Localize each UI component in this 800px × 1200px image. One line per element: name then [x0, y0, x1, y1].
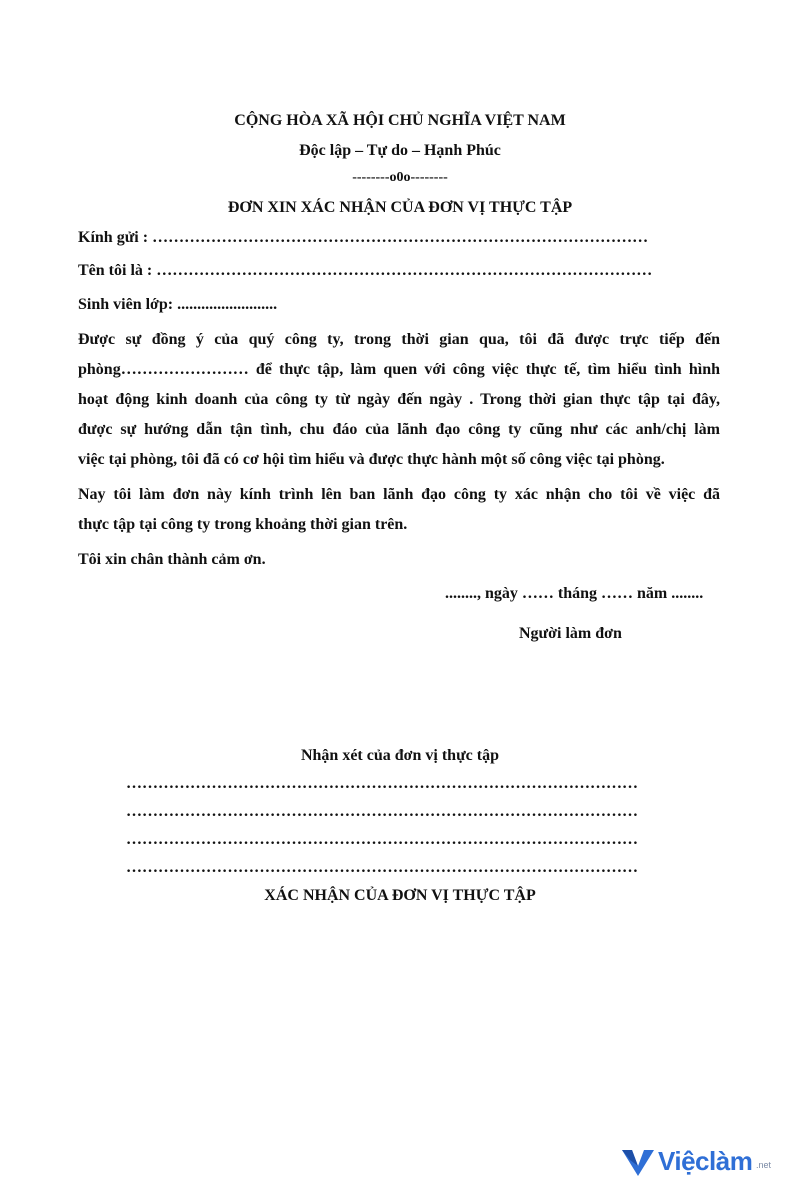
confirm-title: XÁC NHẬN CỦA ĐƠN VỊ THỰC TẬP: [264, 887, 536, 904]
paragraph-1-line: Được sự đồng ý của quý công ty, trong thời gian qua, tôi đã được trực tiếp đến: [78, 331, 720, 348]
vieclam-logo-mark-icon: [622, 1148, 654, 1176]
vieclam-brand-text: Việclàm: [658, 1146, 753, 1176]
recipient-field: Kính gửi : …………………………………………………………………………………: [78, 229, 649, 246]
motto: Độc lập – Tự do – Hạnh Phúc: [299, 142, 501, 159]
thanks-line: Tôi xin chân thành cảm ơn.: [78, 551, 266, 568]
review-dotted-line: ……………………………………………………………………………………: [126, 803, 638, 820]
vieclam-logo: [622, 1146, 782, 1180]
class-field: Sinh viên lớp: .........................: [78, 296, 278, 313]
review-heading: Nhận xét của đơn vị thực tập: [300, 747, 500, 764]
document-title: ĐƠN XIN XÁC NHẬN CỦA ĐƠN VỊ THỰC TẬP: [227, 199, 573, 216]
paragraph-2-line: thực tập tại công ty trong khoảng thời gian trên.: [78, 516, 408, 533]
paragraph-1-line: hoạt động kinh doanh của công ty từ ngày đến ngày . Trong thời gian thực tập tại đây,: [78, 391, 720, 408]
paragraph-2-line: Nay tôi làm đơn này kính trình lên ban lãnh đạo công ty xác nhận cho tôi về việc đã: [78, 486, 720, 503]
nation-title: CỘNG HÒA XÃ HỘI CHỦ NGHĨA VIỆT NAM: [234, 112, 566, 129]
review-dotted-line: ……………………………………………………………………………………: [126, 831, 638, 848]
review-dotted-line: ……………………………………………………………………………………: [126, 775, 638, 792]
vieclam-domain-suffix: .net: [756, 1160, 772, 1170]
paragraph-1-line: việc tại phòng, tôi đã có cơ hội tìm hiểu và được thực hành một số công việc tại phòng.: [78, 451, 665, 468]
signer-label: Người làm đơn: [519, 625, 622, 642]
paragraph-1-line: phòng…………………… để thực tập, làm quen với công việc thực tế, tìm hiểu tình hình: [78, 361, 720, 378]
separator: --------o0o--------: [352, 170, 448, 185]
name-field: Tên tôi là : …………………………………………………………………………………: [78, 262, 653, 279]
review-dotted-line: ……………………………………………………………………………………: [126, 859, 638, 876]
paragraph-1-line: được sự hướng dẫn tận tình, chu đáo của lãnh đạo công ty cũng như các anh/chị làm: [78, 421, 720, 438]
date-line: ........, ngày …… tháng …… năm ........: [445, 585, 704, 602]
